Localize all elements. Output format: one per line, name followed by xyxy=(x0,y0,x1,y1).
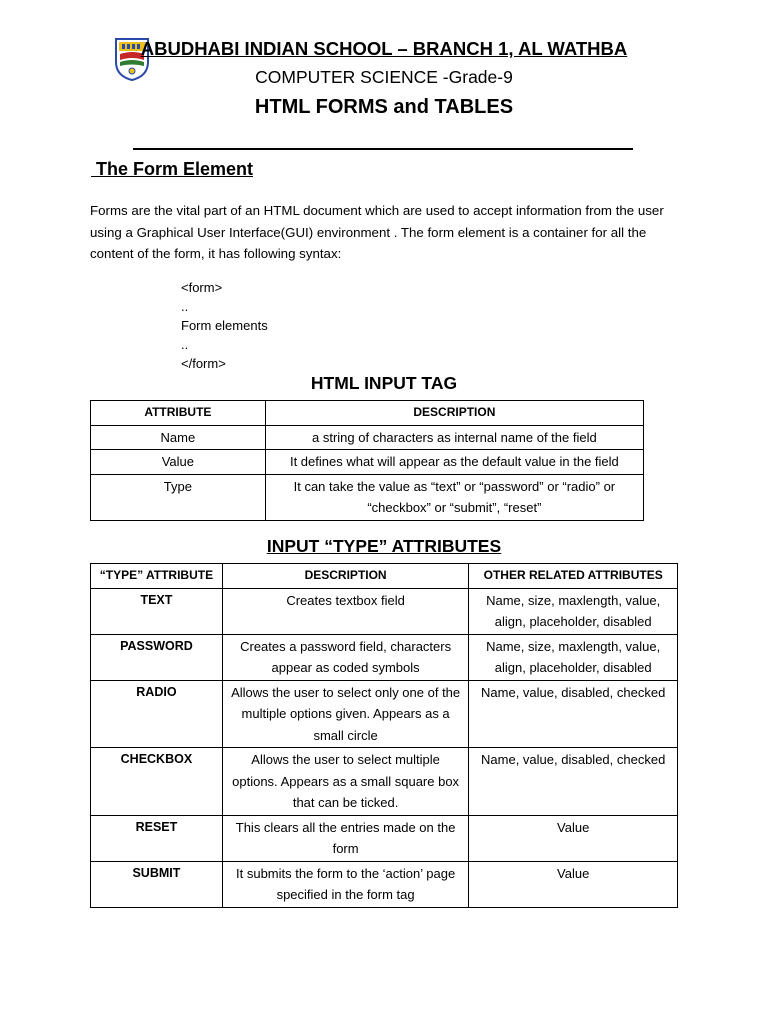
table-cell: a string of characters as internal name of the field xyxy=(265,425,643,450)
school-name: ABUDHABI INDIAN SCHOOL – BRANCH 1, AL WATHBA xyxy=(140,38,628,59)
table-cell: Type xyxy=(91,474,266,520)
table-cell: Name, value, disabled, checked xyxy=(469,748,678,816)
table-cell: Allows the user to select only one of the multiple options given. Appears as a small circle xyxy=(222,680,469,748)
table-row xyxy=(91,450,644,475)
table-cell: Creates textbox field xyxy=(222,588,469,634)
table-cell: Value xyxy=(469,861,678,907)
table-cell: SUBMIT xyxy=(91,861,223,907)
table-cell: CHECKBOX xyxy=(91,748,223,816)
column-header: “TYPE” ATTRIBUTE xyxy=(91,564,223,589)
input-attributes-table xyxy=(90,400,644,521)
table-cell: It defines what will appear as the default value in the field xyxy=(265,450,643,475)
table-row xyxy=(91,588,678,634)
table-row xyxy=(91,425,644,450)
table-cell: RADIO xyxy=(91,680,223,748)
table-cell: Name, size, maxlength, value, align, placeholder, disabled xyxy=(469,588,678,634)
table-row xyxy=(91,748,678,816)
table-row xyxy=(91,474,644,520)
table-row xyxy=(91,861,678,907)
divider xyxy=(133,148,633,150)
column-header: DESCRIPTION xyxy=(265,401,643,426)
table-cell: RESET xyxy=(91,815,223,861)
subject-title: COMPUTER SCIENCE -Grade-9 xyxy=(255,67,513,87)
input-table-title: HTML INPUT TAG xyxy=(310,373,458,393)
table-cell: This clears all the entries made on the form xyxy=(222,815,469,861)
syntax-line: <form> xyxy=(181,280,223,295)
table-cell: Value xyxy=(91,450,266,475)
table-cell: Name, size, maxlength, value, align, placeholder, disabled xyxy=(469,634,678,680)
table-cell: TEXT xyxy=(91,588,223,634)
table-cell: Allows the user to select multiple options. Appears as a small square box that can be ticked. xyxy=(222,748,469,816)
table-row xyxy=(91,815,678,861)
form-syntax-block xyxy=(181,278,268,373)
column-header: ATTRIBUTE xyxy=(91,401,266,426)
syntax-line: Form elements xyxy=(181,318,268,333)
syntax-line: .. xyxy=(181,337,189,352)
column-header: OTHER RELATED ATTRIBUTES xyxy=(469,564,678,589)
syntax-line: .. xyxy=(181,299,189,314)
table-cell: Name, value, disabled, checked xyxy=(469,680,678,748)
table-cell: PASSWORD xyxy=(91,634,223,680)
table-cell: Value xyxy=(469,815,678,861)
table-cell: It submits the form to the ‘action’ page specified in the form tag xyxy=(222,861,469,907)
table-header-row xyxy=(91,401,644,426)
table-row xyxy=(91,634,678,680)
table-cell: It can take the value as “text” or “password” or “radio” or “checkbox” or “submit”, “reset” xyxy=(265,474,643,520)
section-title-form-element: The Form Element xyxy=(91,159,254,179)
intro-paragraph: Forms are the vital part of an HTML document which are used to accept information from the user using a Graphical User Interface(GUI) environment . The form element is a container for all the content of the form, it has following syntax: xyxy=(90,203,664,262)
syntax-line: </form> xyxy=(181,356,226,371)
table-cell: Name xyxy=(91,425,266,450)
topic-title: HTML FORMS and TABLES xyxy=(254,96,514,118)
type-attributes-table xyxy=(90,563,678,908)
table-row xyxy=(91,680,678,748)
table-header-row xyxy=(91,564,678,589)
column-header: DESCRIPTION xyxy=(222,564,469,589)
type-table-title: INPUT “TYPE” ATTRIBUTES xyxy=(266,536,502,556)
table-cell: Creates a password field, characters appear as coded symbols xyxy=(222,634,469,680)
